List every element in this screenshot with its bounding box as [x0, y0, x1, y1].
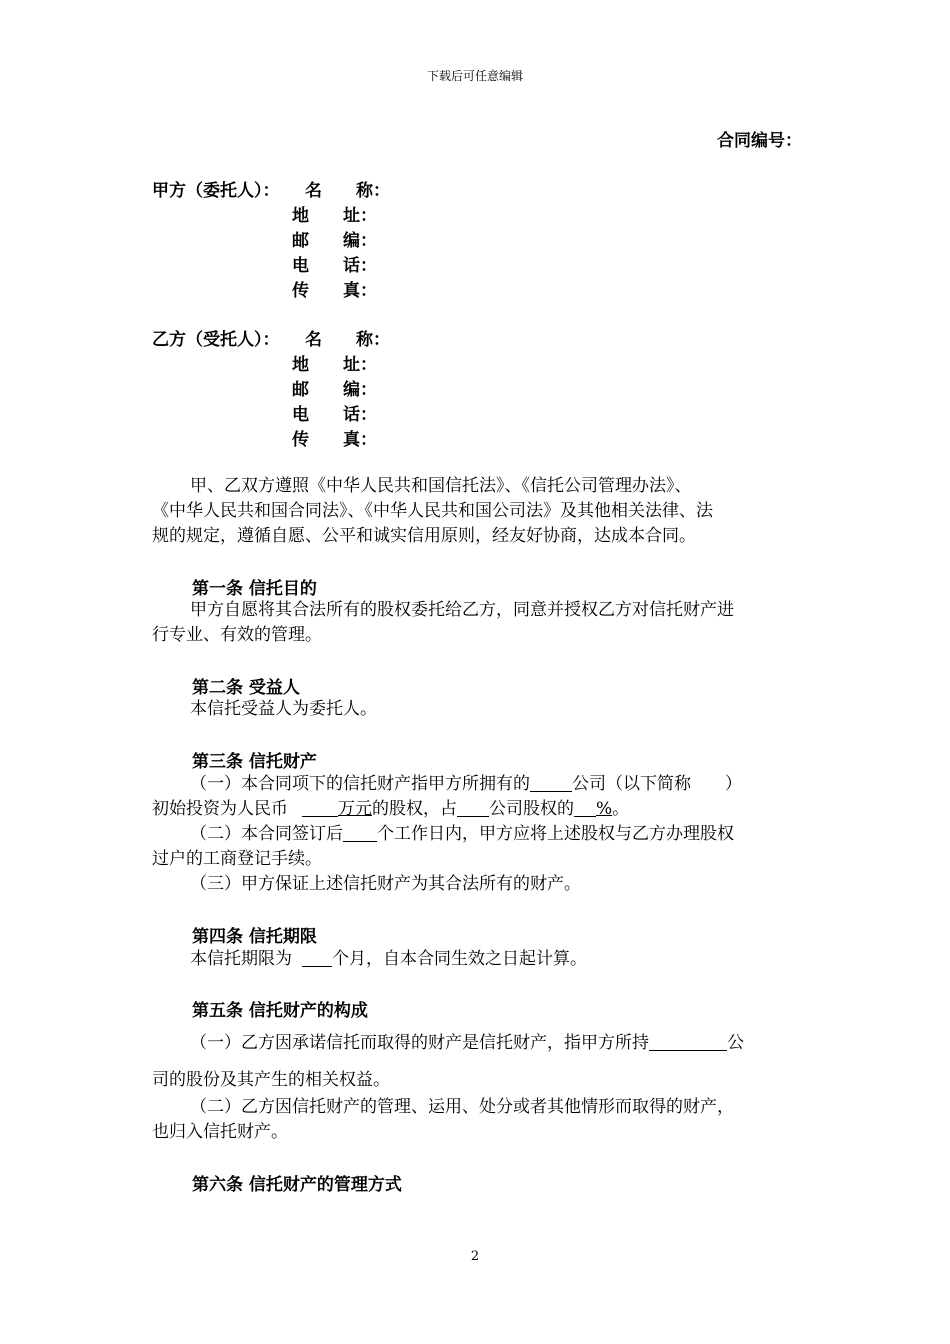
article-1-title: 第一条 信托目的 [192, 579, 317, 599]
article-3-clause-2 [190, 822, 734, 846]
blank-company [649, 1033, 727, 1051]
party-b-title: 乙方（受托人）： [152, 330, 280, 350]
clause-text: 的股权，占 [372, 799, 457, 819]
blank-amount [302, 799, 338, 817]
article-5-title: 第五条 信托财产的构成 [192, 1001, 368, 1021]
article-2-line: 本信托受益人为委托人。 [190, 699, 377, 719]
party-a-postcode-field: 邮 编： [292, 231, 377, 251]
clause-text: 公司股权的 [489, 799, 574, 819]
article-4-title: 第四条 信托期限 [192, 927, 317, 947]
header-note: 下载后可任意编辑 [426, 69, 523, 83]
party-b-fax-field: 传 真： [292, 430, 377, 450]
article-1-line: 行专业、有效的管理。 [152, 625, 322, 645]
article-2-title: 第二条 受益人 [192, 678, 300, 698]
clause-text: （一）乙方因承诺信托而取得的财产是信托财产，指甲方所持 [190, 1033, 649, 1053]
article-5-clause-2: （二）乙方因信托财产的管理、运用、处分或者其他情形而取得的财产， [190, 1097, 734, 1117]
clause-text: （二）本合同签订后 [190, 824, 343, 844]
blank-company [530, 774, 572, 792]
article-5-clause-1-cont: 司的股份及其产生的相关权益。 [152, 1070, 390, 1090]
clause-text: 公司（以下简称 ） [572, 774, 742, 794]
party-b-name-field: 名 称： [305, 330, 390, 350]
party-b-postcode-field: 邮 编： [292, 380, 377, 400]
page-number: 2 [470, 1249, 480, 1264]
article-5-clause-2-cont: 也归入信托财产。 [152, 1122, 288, 1142]
clause-text: 。 [612, 799, 630, 819]
contract-number-label: 合同编号： [717, 131, 802, 151]
party-a-phone-field: 电 话： [292, 256, 377, 276]
percent-sign: % [596, 799, 613, 819]
party-a-name-field: 名 称： [305, 181, 390, 201]
article-3-clause-1-cont [152, 797, 629, 821]
clause-text: 公 [727, 1033, 744, 1053]
clause-text: 个月，自本合同生效之日起计算。 [332, 949, 587, 969]
article-3-clause-1 [190, 772, 742, 796]
clause-text: （一）本合同项下的信托财产指甲方所拥有的 [190, 774, 530, 794]
article-3-clause-2-cont: 过户的工商登记手续。 [152, 849, 322, 869]
party-a-fax-field: 传 真： [292, 281, 377, 301]
party-b-address-field: 地 址： [292, 355, 377, 375]
preamble-line: 规的规定，遵循自愿、公平和诚实信用原则，经友好协商，达成本合同。 [152, 526, 696, 546]
article-4-line [190, 947, 587, 971]
blank-company [457, 799, 489, 817]
article-3-title: 第三条 信托财产 [192, 752, 317, 772]
party-a-address-field: 地 址： [292, 206, 377, 226]
preamble-line: 《中华人民共和国合同法》、《中华人民共和国公司法》及其他相关法律、法 [152, 501, 713, 521]
blank-days [343, 824, 377, 842]
clause-text: 个工作日内，甲方应将上述股权与乙方办理股权 [377, 824, 734, 844]
party-b-phone-field: 电 话： [292, 405, 377, 425]
article-6-title: 第六条 信托财产的管理方式 [192, 1175, 402, 1195]
blank-months [302, 949, 332, 967]
preamble-line: 甲、乙双方遵照《中华人民共和国信托法》、《信托公司管理办法》、 [190, 476, 692, 496]
clause-text: 初始投资为人民币 [152, 799, 288, 819]
blank-percent [574, 799, 596, 817]
party-a-title: 甲方（委托人）： [152, 181, 280, 201]
clause-text: 本信托期限为 [190, 949, 292, 969]
unit-wan-yuan: 万元 [338, 799, 372, 819]
article-3-clause-3: （三）甲方保证上述信托财产为其合法所有的财产。 [190, 874, 581, 894]
article-5-clause-1 [190, 1031, 744, 1055]
article-1-line: 甲方自愿将其合法所有的股权委托给乙方，同意并授权乙方对信托财产进 [190, 600, 734, 620]
